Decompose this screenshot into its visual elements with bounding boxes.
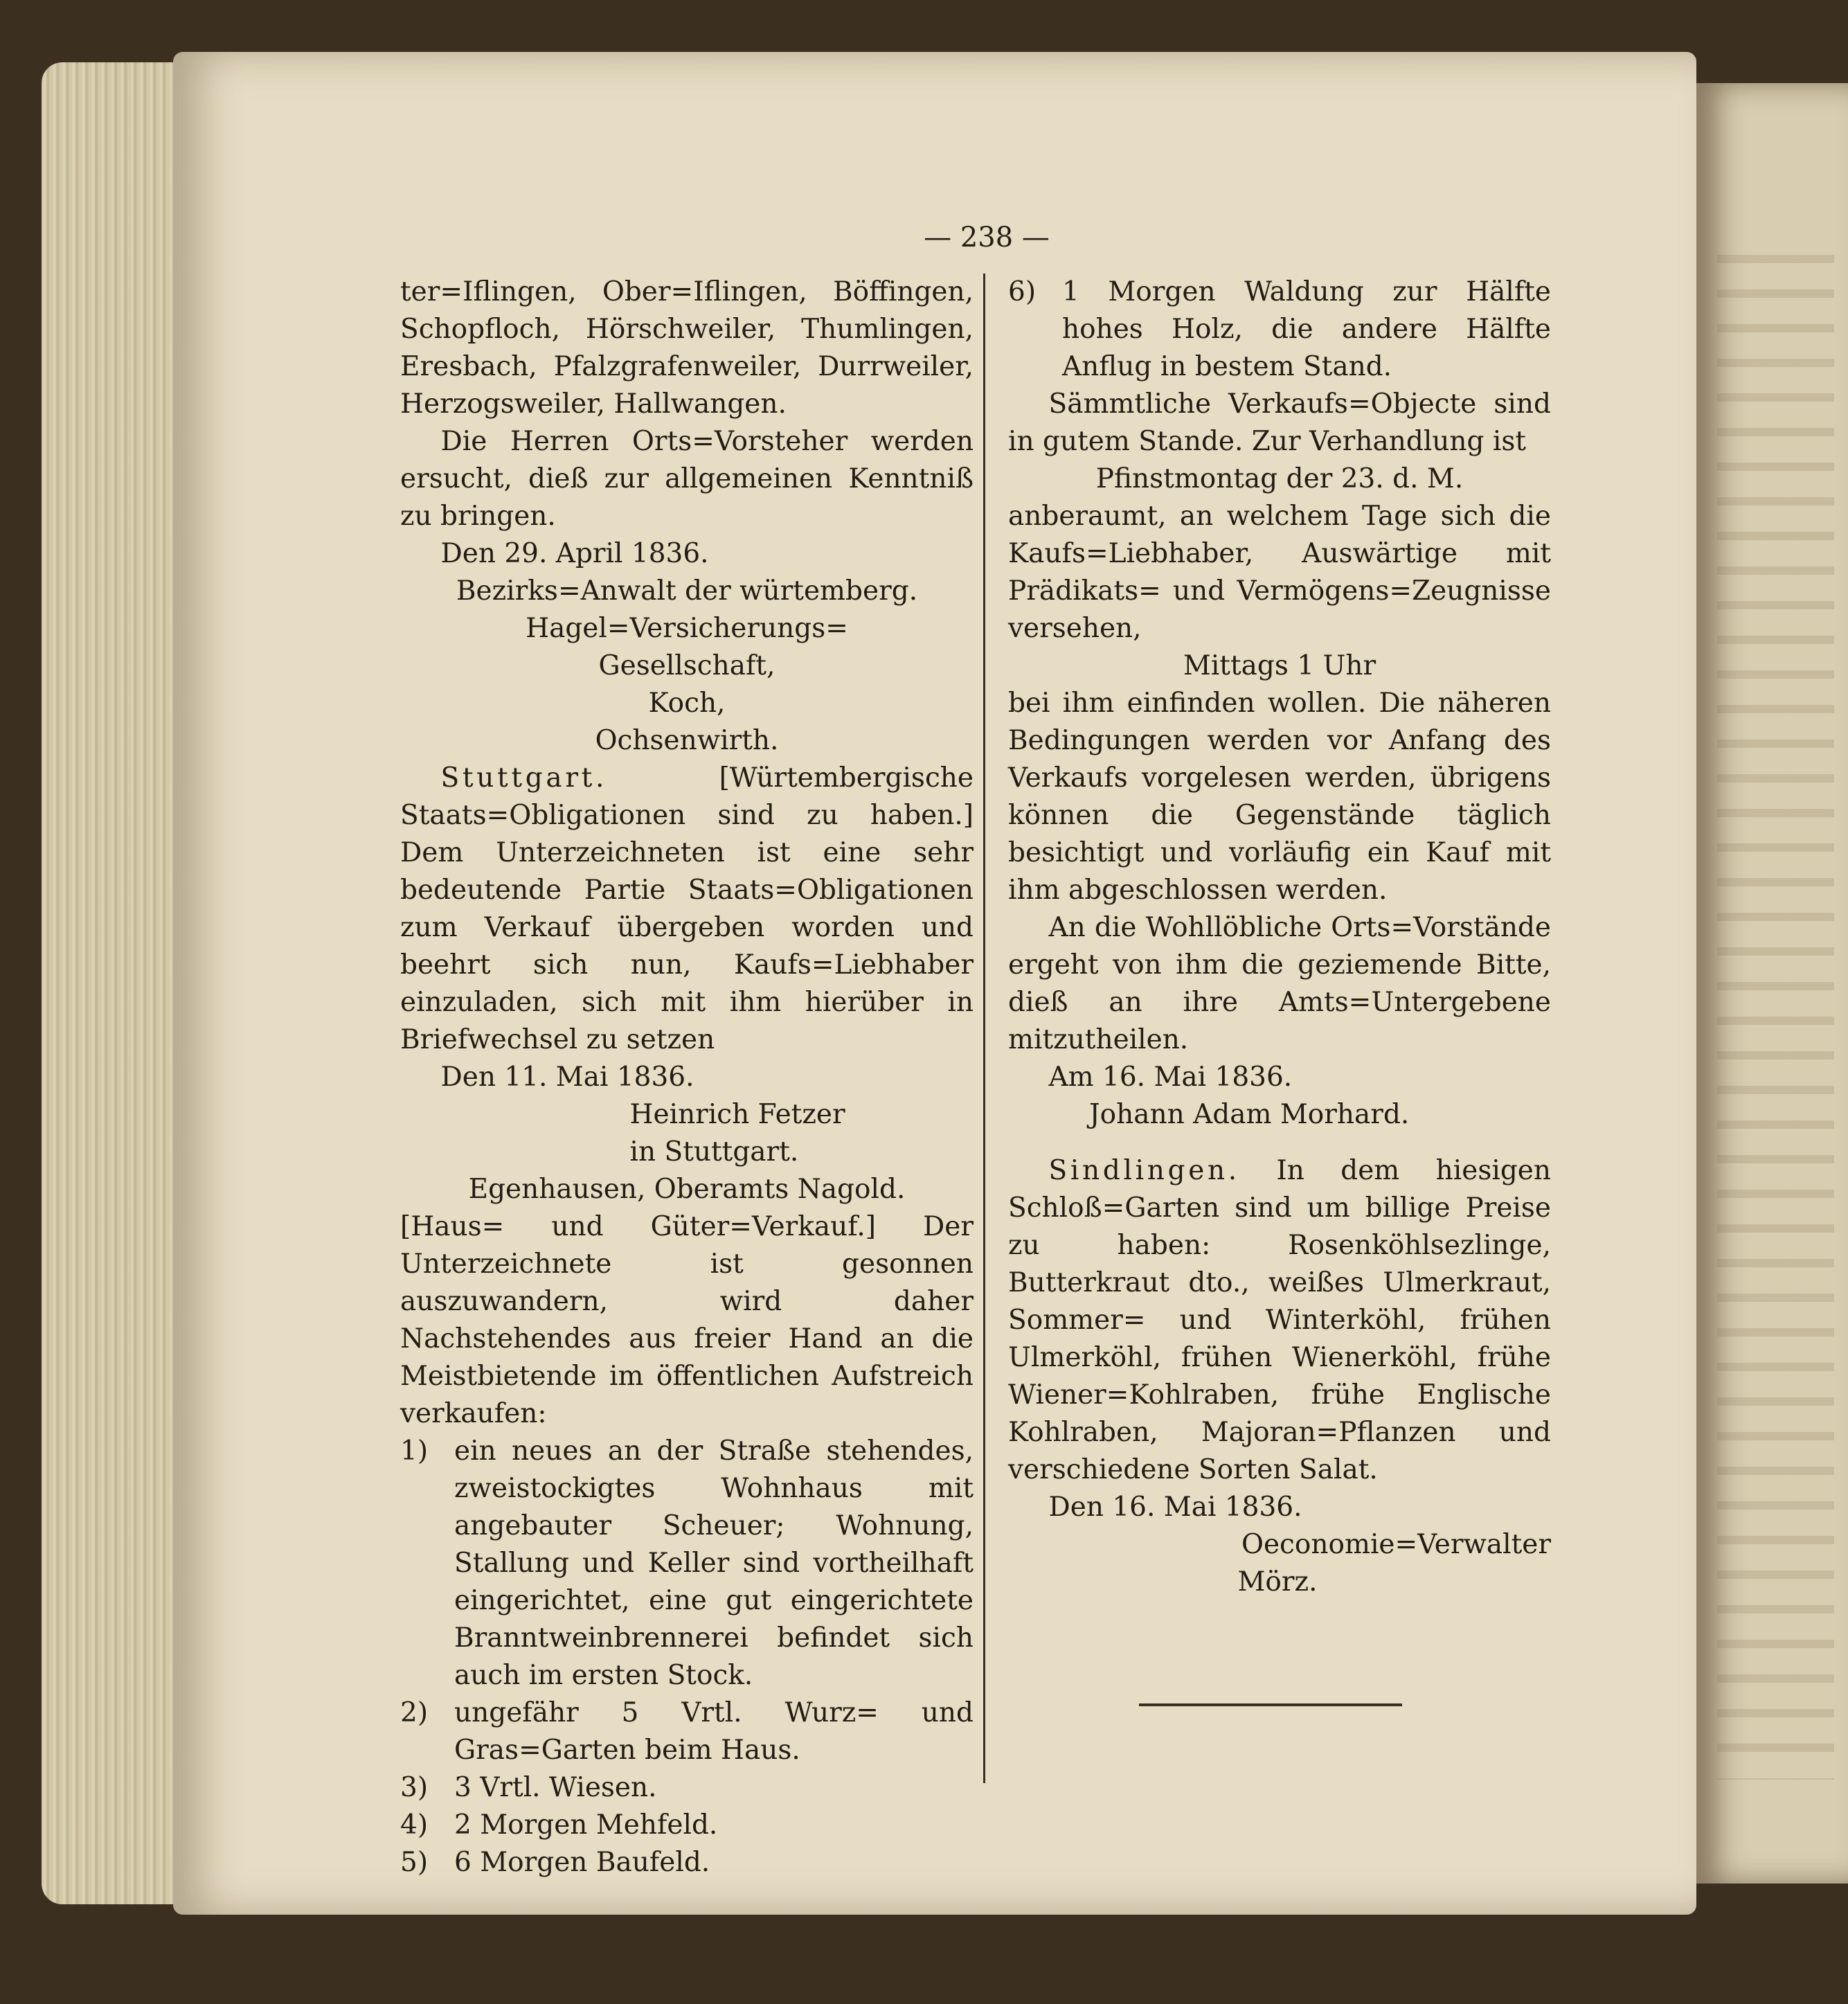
list-item [400,1694,974,1769]
signature-line: Johann Adam Morhard. [1089,1099,1410,1130]
bleed-through-text [1717,229,1834,1780]
signature-line: Gesellschaft, [598,650,775,681]
date-line: Den 16. Mai 1836. [1048,1492,1302,1523]
list-item [400,1433,974,1694]
date-line: Pfinstmontag der 23. d. M. [1095,463,1464,494]
notice-heading: Stuttgart. [440,762,608,794]
notice-heading: Egenhausen, Oberamts Nagold. [468,1174,906,1205]
signature-line: Koch, [648,688,726,719]
signature-line: Oeconomie=Verwalter [1241,1529,1551,1560]
notice-body: An die Wohllöbliche Orts=Vorstände ergeht von ihm die geziemende Bitte, dieß an ihre Amts=Untergebene mitzutheilen. [1008,912,1551,1055]
page-number: — 238 — [924,222,1050,253]
signature-line: Mörz. [1237,1566,1318,1598]
notice-body: anberaumt, an welchem Tage sich die Kaufs=Liebhaber, Auswärtige mit Prädikats= und Vermögens=Zeugnisse versehen, [1008,501,1551,644]
notice-body: [Würtembergische Staats=Obligationen sind zu haben.] Dem Unterzeichneten ist eine sehr bedeutende Partie Staats=Obligationen zum Verkauf übergeben worden und beehrt sich nun, Kaufs=Liebhaber einzuladen, sich mit ihm hierüber in Briefwechsel zu setzen [400,762,974,1055]
item-text: ungefähr 5 Vrtl. Wurz= und Gras=Garten beim Haus. [454,1697,974,1766]
item-number: 2) [400,1697,429,1728]
sindlingen-notice [1008,1152,1551,1489]
list-item [400,1844,974,1881]
spacer [1008,1134,1551,1152]
request-paragraph: Die Herren Orts=Vorsteher werden ersucht, dieß zur allgemeinen Kenntniß zu bringen. [400,426,974,532]
item-number: 3) [400,1772,429,1803]
date-line: Am 16. Mai 1836. [1048,1062,1293,1093]
notice-body: In dem hiesigen Schloß=Garten sind um billige Preise zu haben: Rosenköhlsezlinge, Butterkraut dto., weißes Ulmerkraut, Sommer= und Winterköhl, frühen Ulmerköhl, frühen Wienerköhl, frühe Wiener=Kohlraben, frühe Englische Kohlraben, Majoran=Pflanzen und verschiedene Sorten Salat. [1008,1155,1551,1485]
item-text: 2 Morgen Mehfeld. [454,1809,718,1841]
item-text: 3 Vrtl. Wiesen. [454,1772,657,1803]
section-rule [1139,1703,1402,1706]
notice-body: [Haus= und Güter=Verkauf.] Der Unterzeichnete ist gesonnen auszuwandern, wird daher Nachstehendes aus freier Hand an die Meistbietende im öffentlichen Aufstreich verkaufen: [400,1211,974,1429]
place-list: ter=Iflingen, Ober=Iflingen, Böffingen, Schopfloch, Hörschweiler, Thumlingen, Eresbach, Pfalzgrafenweiler, Durrweiler, Herzogsweiler, Hallwangen. [400,276,974,420]
list-item [1008,274,1551,386]
list-item [400,1807,974,1844]
right-column [1008,274,1551,1601]
signature-line: Hagel=Versicherungs= [526,613,848,644]
item-text: ein neues an der Straße stehendes, zweistockigtes Wohnhaus mit angebauter Scheuer; Wohnung, Stallung und Keller sind vortheilhaft eingerichtet, eine gut eingerichtete Branntweinbrennerei befindet sich auch im ersten Stock. [454,1435,974,1691]
item-text: 1 Morgen Waldung zur Hälfte hohes Holz, die andere Hälfte Anflug in bestem Stand. [1062,276,1551,382]
date-line: Den 11. Mai 1836. [440,1062,694,1093]
notice-body: Sämmtliche Verkaufs=Objecte sind in gutem Stande. Zur Verhandlung ist [1008,388,1551,457]
item-text: 6 Morgen Baufeld. [454,1847,710,1878]
facing-page-edge [1696,83,1848,1884]
item-number: 5) [400,1847,429,1878]
date-line: Den 29. April 1836. [440,538,709,569]
signature-line: Bezirks=Anwalt der würtemberg. [456,575,918,607]
signature-line: Heinrich Fetzer [629,1099,845,1130]
time-line: Mittags 1 Uhr [1183,650,1376,681]
signature-line: in Stuttgart. [629,1136,799,1167]
item-number: 1) [400,1435,429,1467]
list-item [400,1769,974,1807]
left-column [400,274,974,1881]
notice-body: bei ihm einfinden wollen. Die näheren Bedingungen werden vor Anfang des Verkaufs vorgelesen werden, übrigens können die Gegenstände täglich besichtigt und vorläufig ein Kauf mit ihm abgeschlossen werden. [1008,688,1551,906]
column-divider [983,274,985,1783]
item-number: 4) [400,1809,429,1841]
item-number: 6) [1008,276,1037,307]
stuttgart-notice [400,760,974,1059]
notice-heading: Sindlingen. [1048,1155,1240,1186]
signature-line: Ochsenwirth. [595,725,779,756]
